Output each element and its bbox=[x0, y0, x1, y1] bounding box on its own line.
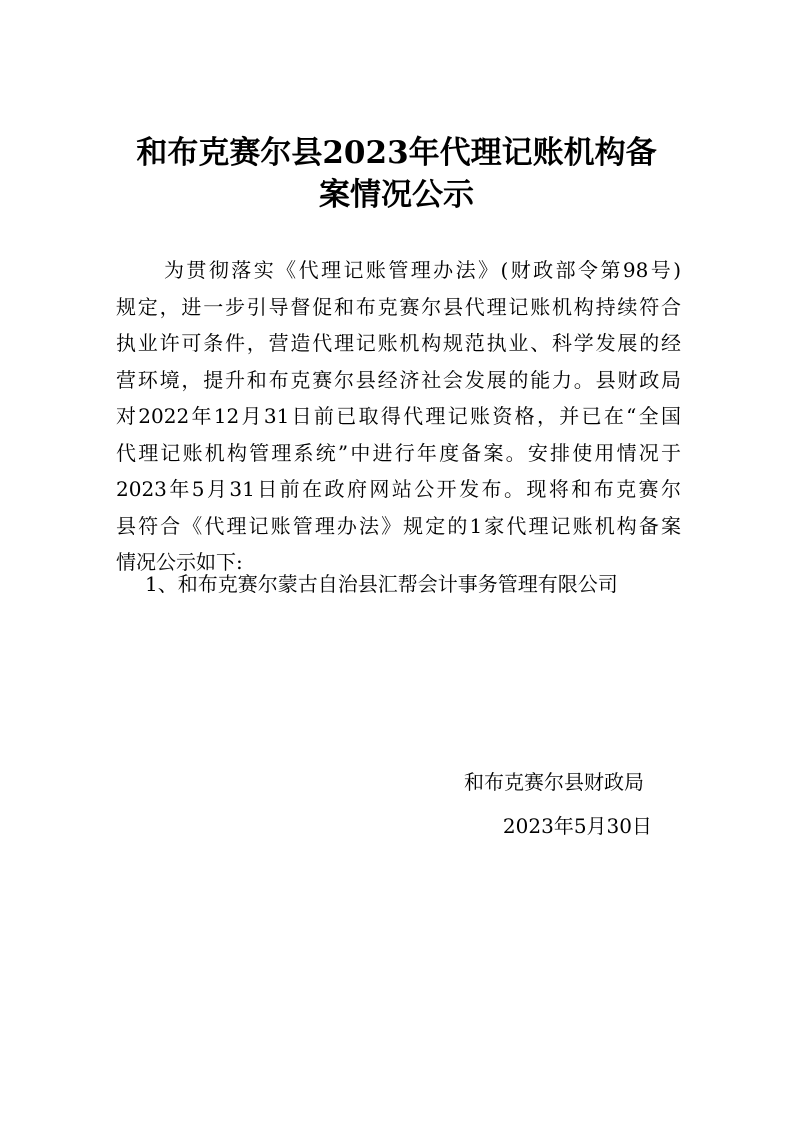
page-title bbox=[100, 132, 693, 216]
body-line: 为贯彻落实《代理记账管理办法》(财政部令第98号) bbox=[164, 258, 681, 282]
body-line: 情况公示如下: bbox=[116, 550, 243, 574]
signature-block bbox=[420, 760, 652, 848]
body-line: 对2022年12月31日前已取得代理记账资格，并已在“全国 bbox=[116, 404, 681, 428]
signature-organization: 和布克赛尔县财政局 bbox=[464, 770, 644, 794]
list-item-agency: 1、和布克赛尔蒙古自治县汇帮会计事务管理有限公司 bbox=[145, 572, 618, 596]
body-line: 规定，进一步引导督促和布克赛尔县代理记账机构持续符合 bbox=[116, 294, 681, 319]
signature-date: 2023年5月30日 bbox=[502, 814, 652, 838]
title-line-1: 和布克赛尔县2023年代理记账机构备 bbox=[136, 135, 657, 171]
title-line-2: 案情况公示 bbox=[319, 177, 474, 213]
body-line: 营环境，提升和布克赛尔县经济社会发展的能力。县财政局 bbox=[116, 367, 681, 392]
body-line: 执业许可条件，营造代理记账机构规范执业、科学发展的经 bbox=[116, 331, 681, 355]
body-line: 2023年5月31日前在政府网站公开发布。现将和布克赛尔 bbox=[116, 477, 681, 501]
body-line: 代理记账机构管理系统”中进行年度备案。安排使用情况于 bbox=[116, 440, 681, 465]
body-line: 县符合《代理记账管理办法》规定的1家代理记账机构备案 bbox=[116, 513, 681, 538]
body-paragraph bbox=[116, 252, 681, 581]
